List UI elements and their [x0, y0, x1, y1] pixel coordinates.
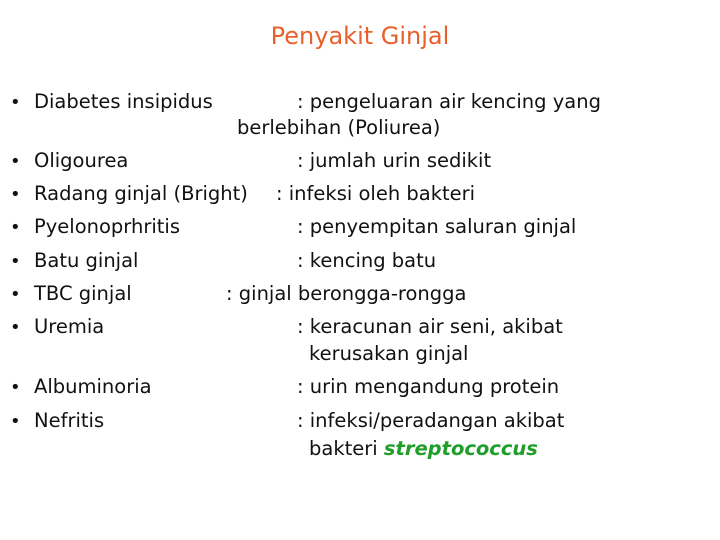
item-term: Diabetes insipidus	[34, 90, 213, 113]
item-description-continued: kerusakan ginjal	[309, 342, 469, 365]
bullet-icon: •	[10, 184, 21, 205]
highlight-term: streptococcus	[383, 437, 538, 460]
item-description: : penyempitan saluran ginjal	[297, 215, 577, 238]
item-description: : urin mengandung protein	[297, 375, 560, 398]
bullet-icon: •	[10, 411, 21, 432]
item-description: : infeksi oleh bakteri	[276, 182, 476, 205]
bullet-icon: •	[10, 217, 21, 238]
bullet-icon: •	[10, 377, 21, 398]
item-term: Uremia	[34, 315, 105, 338]
slide-title: Penyakit Ginjal	[270, 22, 450, 50]
item-term: Pyelonoprhritis	[34, 215, 181, 238]
item-term: Oligourea	[34, 149, 129, 172]
item-term: Radang ginjal (Bright)	[34, 182, 248, 205]
item-description: : jumlah urin sedikit	[297, 149, 492, 172]
bullet-icon: •	[10, 151, 21, 172]
item-term: Batu ginjal	[34, 249, 139, 272]
item-description: : pengeluaran air kencing yang	[297, 90, 601, 113]
item-term: TBC ginjal	[34, 282, 132, 305]
item-description: : keracunan air seni, akibat	[297, 315, 563, 338]
item-description: : infeksi/peradangan akibat	[297, 409, 565, 432]
bullet-icon: •	[10, 284, 21, 305]
bullet-icon: •	[10, 251, 21, 272]
item-description: : ginjal berongga-rongga	[226, 282, 467, 305]
item-description-continued	[309, 437, 538, 461]
bullet-icon: •	[10, 317, 21, 338]
description-text: bakteri	[309, 437, 384, 460]
item-description: : kencing batu	[297, 249, 437, 272]
item-term: Albuminoria	[34, 375, 152, 398]
item-description-continued: berlebihan (Poliurea)	[237, 116, 441, 139]
bullet-icon: •	[10, 92, 21, 113]
item-term: Nefritis	[34, 409, 105, 432]
